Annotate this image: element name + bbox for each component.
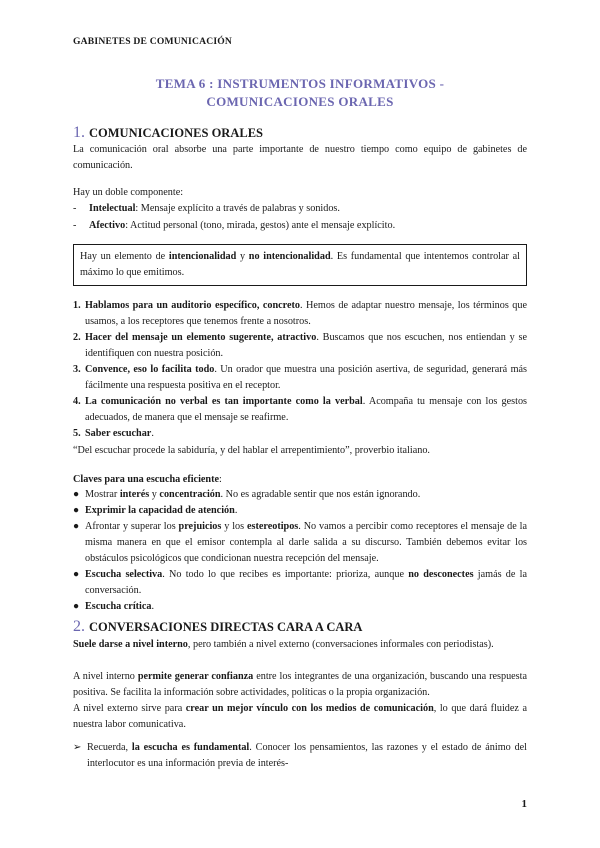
section-1-heading (73, 124, 263, 142)
numbered-list (73, 298, 527, 442)
list-item: ● Afrontar y superar los prejuicios y los estereotipos. No vamos a percibir como receptores el mensaje de la misma manera en que el emisor contempla al darle salida a su discurso. También debemos evitar los obstáculos psicológicos que condicionan nuestra recepción del mensaje. (73, 521, 527, 564)
bullet-icon: ● (73, 505, 80, 516)
section-2-number: 2. (73, 618, 85, 635)
title-line-2: COMUNICACIONES ORALES (206, 94, 394, 109)
page-number: 1 (521, 798, 527, 810)
section-1-title: COMUNICACIONES ORALES (89, 126, 263, 140)
section-2-heading (73, 618, 362, 636)
components-list (73, 201, 527, 234)
running-header: GABINETES DE COMUNICACIÓN (73, 36, 233, 47)
list-item: ● Escucha selectiva. No todo lo que recibes es importante: prioriza, aunque no desconectes jamás de la conversación. (73, 569, 527, 596)
list-item: - Intelectual: Mensaje explícito a través de palabras y sonidos. (73, 201, 527, 218)
intencionalidad-box: Hay un elemento de intencionalidad y no intencionalidad. Es fundamental que intentemos controlar al máximo lo que emitimos. (73, 244, 527, 286)
bullet-icon: ● (73, 489, 80, 500)
section-2-paragraph-2: A nivel interno permite generar confianza entre los integrantes de una organización, buscando una respuesta positiva. Se facilita la información sobre actividades, políticas o la propia organización. (73, 671, 527, 698)
section-2-paragraph-3: A nivel externo sirve para crear un mejor vínculo con los medios de comunicación, lo que dará fluidez a nuestra labor comunicativa. (73, 703, 527, 730)
document-title (0, 75, 600, 111)
doble-componente-text: Hay un doble componente: (73, 187, 184, 198)
list-item: 5. Saber escuchar. (73, 428, 154, 439)
proverb-quote: “Del escuchar procede la sabiduría, y del hablar el arrepentimiento”, proverbio italiano. (73, 445, 430, 456)
recuerda-item: ➢ Recuerda, la escucha es fundamental. Conocer los pensamientos, las razones y el estado de ánimo del interlocutor es una información previa de interés- (73, 742, 528, 769)
claves-list (73, 487, 527, 615)
list-item: 1. Hablamos para un auditorio específico, concreto. Hemos de adaptar nuestro mensaje, los términos que usamos, a los receptores que tenemos frente a nosotros. (73, 300, 527, 327)
bullet-icon: ● (73, 601, 80, 612)
list-item: ● Exprimir la capacidad de atención. (73, 503, 527, 519)
list-item: 4. La comunicación no verbal es tan importante como la verbal. Acompaña tu mensaje con los gestos adecuados, de manera que el mensaje se reafirme. (73, 396, 527, 423)
list-item: 2. Hacer del mensaje un elemento sugerente, atractivo. Buscamos que nos escuchen, nos entiendan y se identifiquen con nuestra posición. (73, 332, 527, 359)
claves-title: Claves para una escucha eficiente: (73, 474, 222, 485)
section-1-intro: La comunicación oral absorbe una parte importante de nuestro tiempo como equipo de gabinetes de comunicación. (73, 144, 527, 171)
list-item: ● Escucha crítica. (73, 599, 527, 615)
list-item: - Afectivo: Actitud personal (tono, mirada, gestos) ante el mensaje explícito. (73, 218, 527, 235)
list-item: ● Mostrar interés y concentración. No es agradable sentir que nos están ignorando. (73, 487, 527, 503)
arrow-bullet-icon: ➢ (73, 742, 82, 753)
bullet-icon: ● (73, 569, 80, 580)
bullet-icon: ● (73, 521, 80, 532)
section-2-paragraph-1: Suele darse a nivel interno, pero también a nivel externo (conversaciones informales con periodistas). (73, 639, 494, 650)
list-item: 3. Convence, eso lo facilita todo. Un orador que muestra una posición asertiva, de seguridad, generará más fácilmente una respuesta positiva en el receptor. (73, 364, 527, 391)
section-2-title: CONVERSACIONES DIRECTAS CARA A CARA (89, 620, 363, 634)
title-line-1: TEMA 6 : INSTRUMENTOS INFORMATIVOS - (155, 76, 445, 91)
section-1-number: 1. (73, 124, 85, 141)
